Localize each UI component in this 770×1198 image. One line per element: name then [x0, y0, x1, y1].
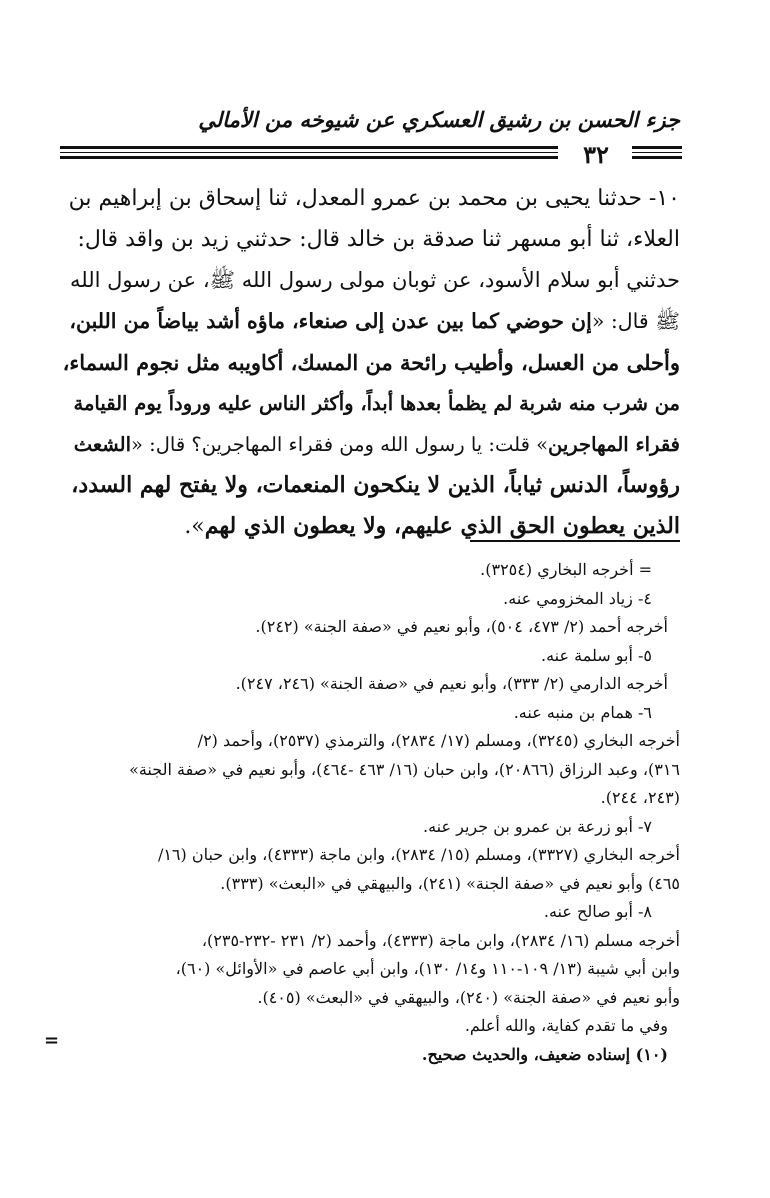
- continuation-mark: =: [44, 1030, 60, 1051]
- page-number-rule-top: [632, 146, 682, 149]
- footnote-line: أخرجه البخاري (٣٢٤٥)، ومسلم (١٧/ ٢٨٣٤)، والترمذي (٢٥٣٧)، وأحمد (٢/: [197, 731, 680, 750]
- hadith-quote-text: الشعث: [73, 433, 132, 456]
- footnote-line: ٥- أبو سلمة عنه.: [541, 645, 652, 665]
- footnote-line: = أخرجه البخاري (٣٢٥٤).: [480, 560, 652, 579]
- body-line: [62, 260, 680, 301]
- footnote-line: ٧- أبو زرعة بن عمرو بن جرير عنه.: [423, 816, 652, 836]
- narration-text: » قلت: يا رسول الله ومن فقراء المهاجرين؟ قال: «: [131, 433, 549, 456]
- footnote-divider: [470, 540, 680, 542]
- body-line: [62, 342, 680, 383]
- header-rule-top: [60, 146, 558, 149]
- page-number-rule-middle: [632, 152, 682, 153]
- footnote-line: ٤- زياد المخزومي عنه.: [503, 588, 652, 608]
- narration-text: العلاء، ثنا أبو مسهر ثنا صدقة بن خالد قال: حدثني زيد بن واقد قال:: [77, 227, 680, 252]
- footnote-line: ٤٦٥) وأبو نعيم في «صفة الجنة» (٢٤١)، والبيهقي في «البعث» (٣٣٣).: [220, 873, 680, 893]
- body-line: [62, 383, 680, 424]
- narration-text: ﷺ قال: «: [591, 309, 680, 333]
- footnote-line: وفي ما تقدم كفاية، والله أعلم.: [464, 1016, 668, 1035]
- hadith-quote-text: وأحلى من العسل، وأطيب رائحة من المسك، أكاويبه مثل نجوم السماء،: [62, 350, 680, 375]
- narration-text: حدثني أبو سلام الأسود، عن ثوبان مولى رسول الله ﷺ، عن رسول الله: [70, 268, 680, 292]
- hadith-quote-text: فقراء المهاجرين: [548, 433, 680, 456]
- body-line: [62, 301, 680, 342]
- hadith-quote-text: رؤوساً، الدنس ثياباً، الذين لا ينكحون المنعمات، ولا يفتح لهم السدد،: [71, 472, 680, 498]
- page-number: ٣٢: [583, 140, 609, 169]
- footnote-line: أخرجه البخاري (٣٣٢٧)، ومسلم (١٥/ ٢٨٣٤)، وابن ماجة (٤٣٣٣)، وابن حبان (١٦/: [157, 845, 680, 864]
- footnotes: [60, 556, 680, 1069]
- hadith-text: [62, 178, 680, 547]
- header-rule-bottom: [60, 156, 558, 159]
- body-line: [62, 219, 680, 260]
- footnote-line: أخرجه أحمد (٢/ ٤٧٣، ٥٠٤)، وأبو نعيم في «صفة الجنة» (٢٤٢).: [255, 617, 668, 636]
- footnote-line: وأبو نعيم في «صفة الجنة» (٢٤٠)، والبيهقي في «البعث» (٤٠٥).: [257, 987, 680, 1007]
- footnote-line: (٢٤٣، ٢٤٤).: [600, 788, 680, 807]
- footnote-line: ٣١٦)، وعبد الرزاق (٢٠٨٦٦)، وابن حبان (١٦/ ٤٦٣ -٤٦٤)، وأبو نعيم في «صفة الجنة»: [129, 759, 680, 779]
- header-rule-middle: [60, 152, 558, 153]
- hadith-quote-text: إن حوضي كما بين عدن إلى صنعاء، ماؤه أشد بياضاً من اللبن،: [69, 309, 592, 333]
- narration-text: ١٠- حدثنا يحيى بن محمد بن عمرو المعدل، ثنا إسحاق بن إبراهيم بن: [68, 186, 680, 211]
- footnote-line: ٦- همام بن منبه عنه.: [513, 702, 652, 722]
- body-line: [62, 178, 680, 219]
- hadith-quote-text: من شرب منه شربة لم يظمأ بعدها أبداً، وأكثر الناس عليه وروداً يوم القيامة: [73, 392, 680, 415]
- footnote-line: وابن أبي شيبة (١٣/ ١٠٩-١١٠ و١٤/ ١٣٠)، وابن أبي عاصم في «الأوائل» (٦٠)،: [175, 959, 680, 978]
- footnote-line: (١٠) إسناده ضعيف، والحديث صحيح.: [421, 1044, 668, 1064]
- narration-text: ».: [184, 514, 205, 539]
- page-number-rule-bottom: [632, 156, 682, 159]
- footnote-line: ٨- أبو صالح عنه.: [543, 902, 652, 921]
- body-line: [62, 424, 680, 465]
- hadith-quote-text: الذين يعطون الحق الذي عليهم، ولا يعطون الذي لهم: [204, 513, 680, 539]
- running-title: جزء الحسن بن رشيق العسكري عن شيوخه من الأمالي: [198, 107, 680, 132]
- body-line: [62, 465, 680, 506]
- footnote-line: أخرجه مسلم (١٦/ ٢٨٣٤)، وابن ماجة (٤٣٣٣)، وأحمد (٢/ ٢٣١ -٢٣٢-٢٣٥)،: [201, 930, 680, 950]
- footnote-line: أخرجه الدارمي (٢/ ٣٣٣)، وأبو نعيم في «صفة الجنة» (٢٤٦، ٢٤٧).: [235, 674, 668, 693]
